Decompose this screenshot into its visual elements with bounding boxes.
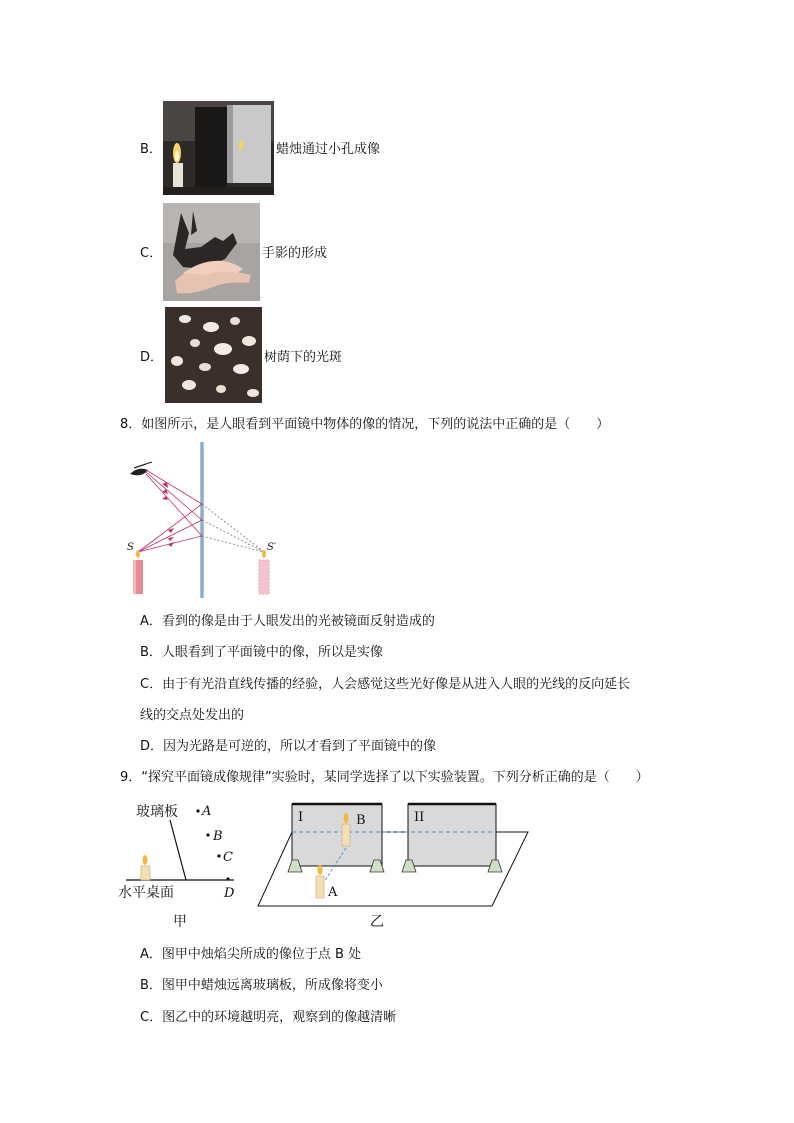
source-label: S — [127, 542, 134, 553]
q9-option-c: C．图乙中的环境越明亮，观察到的像越清晰 — [140, 1010, 397, 1025]
option-caption: 树荫下的光斑 — [264, 350, 343, 365]
q8-option-d: D．因为光路是可逆的，所以才看到了平面镜中的像 — [140, 739, 437, 754]
option-caption: 蜡烛通过小孔成像 — [276, 142, 381, 157]
candle-pinhole-photo — [163, 101, 274, 195]
q9-figure-yi — [256, 798, 532, 934]
q8-stem: 8．如图所示，是人眼看到平面镜中物体的像的情况，下列的说法中正确的是（ ） — [120, 417, 610, 432]
point-a-label: A — [328, 885, 338, 900]
eye-icon — [130, 462, 152, 475]
q8-option-c-continued: 线的交点处发出的 — [140, 708, 245, 723]
q9-option-a: A．图甲中烛焰尖所成的像位于点 B 处 — [140, 947, 362, 962]
q8-option-b: B．人眼看到了平面镜中的像，所以是实像 — [140, 645, 383, 660]
figure-yi-caption: 乙 — [370, 914, 384, 930]
light-spots-photo — [165, 307, 262, 403]
panel-2-label: II — [414, 810, 425, 825]
option-letter: B． — [140, 142, 162, 157]
point-c-label: C — [223, 850, 233, 865]
option-caption: 手影的形成 — [262, 246, 328, 261]
q8-mirror-figure — [124, 440, 284, 600]
panel-1-label: I — [298, 810, 304, 825]
figure-jia-caption: 甲 — [173, 914, 187, 930]
glass-label: 玻璃板 — [136, 804, 178, 820]
image-label: S′ — [267, 542, 277, 553]
q8-option-c: C．由于有光沿直线传播的经验，人会感觉这些光好像是从进入人眼的光线的反向延长 — [140, 677, 631, 692]
q8-option-a: A．看到的像是由于人眼发出的光被镜面反射造成的 — [140, 614, 435, 629]
point-b-label: B — [213, 829, 223, 844]
q9-figure-jia — [116, 798, 256, 934]
point-a-label: A — [202, 804, 212, 819]
point-d-label: D — [224, 886, 235, 901]
table-label: 水平桌面 — [118, 885, 174, 901]
option-letter: D． — [140, 350, 164, 365]
q9-option-b: B．图甲中蜡烛远离玻璃板，所成像将变小 — [140, 978, 383, 993]
point-b-label: B — [356, 813, 366, 828]
q9-stem: 9．“探究平面镜成像规律”实验时，某同学选择了以下实验装置。下列分析正确的是（ ） — [120, 770, 649, 785]
option-letter: C． — [140, 246, 163, 261]
hand-shadow-photo — [163, 203, 260, 301]
